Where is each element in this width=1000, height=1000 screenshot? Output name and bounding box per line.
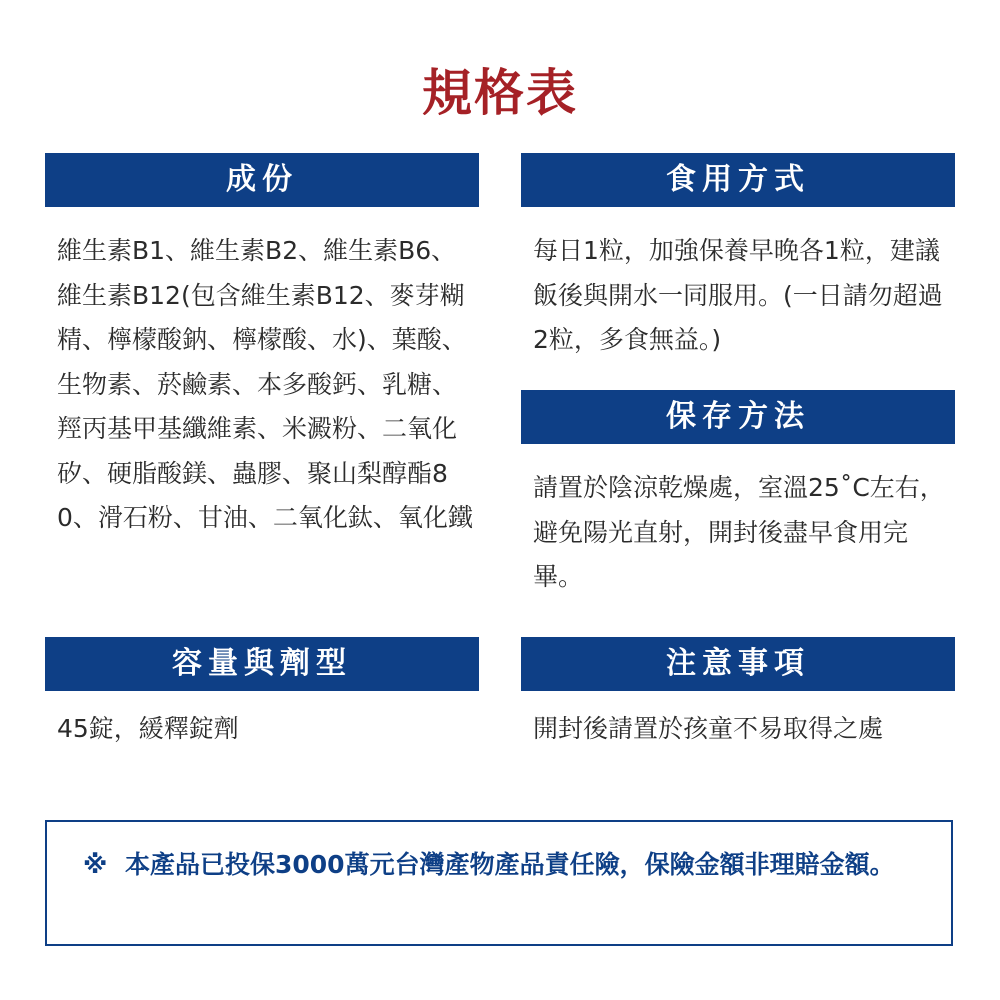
insurance-notice-text: 本產品已投保3000萬元台灣產物產品責任險，保險金額非理賠金額。: [125, 850, 895, 879]
usage-section: [521, 153, 955, 363]
ingredients-heading: 成份: [45, 153, 479, 207]
capacity-heading: 容量與劑型: [45, 637, 479, 691]
storage-text: 請置於陰涼乾燥處，室溫25˚C左右，避免陽光直射，開封後盡早食用完畢。: [533, 473, 945, 591]
usage-text: 每日1粒，加強保養早晚各1粒，建議飯後與開水一同服用。(一日請勿超過2粒，多食無益。): [533, 236, 943, 354]
insurance-notice: [83, 844, 965, 886]
usage-heading: 食用方式: [521, 153, 955, 207]
storage-section: [521, 390, 955, 600]
storage-heading: 保存方法: [521, 390, 955, 444]
reference-mark: ※: [83, 850, 108, 879]
capacity-section: [45, 637, 479, 752]
insurance-notice-box: [45, 820, 953, 946]
notice-section: [521, 637, 955, 752]
notice-heading: 注意事項: [521, 637, 955, 691]
capacity-text: 45錠，緩釋錠劑: [57, 714, 239, 743]
ingredients-text: 維生素B1、維生素B2、維生素B6、維生素B12(包含維生素B12、麥芽糊精、檸檬酸鈉、檸檬酸、水)、葉酸、生物素、菸鹼素、本多酸鈣、乳糖、羥丙基甲基纖維素、米澱粉、二氧化矽、硬脂酸鎂、蟲膠、聚山梨醇酯80、滑石粉、甘油、二氧化鈦、氧化鐵: [57, 236, 473, 532]
page-title: 規格表: [422, 64, 578, 122]
ingredients-section: [45, 153, 479, 541]
notice-text: 開封後請置於孩童不易取得之處: [533, 714, 884, 743]
